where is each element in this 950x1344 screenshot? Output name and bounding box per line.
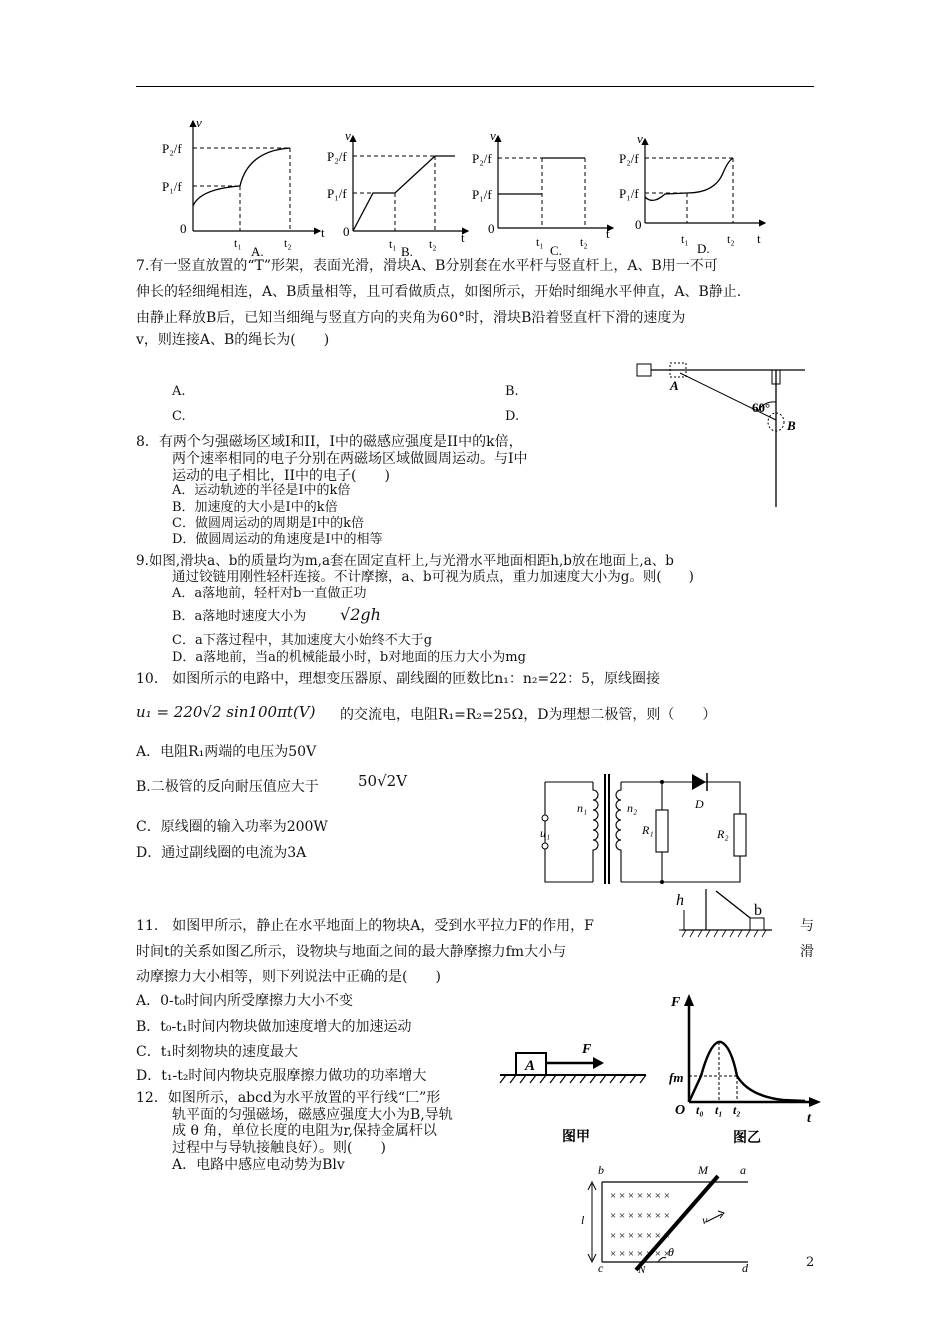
page-number: 2 [806,1255,815,1270]
header-rule [136,86,814,87]
q7-fig-label-b: B [787,418,796,433]
q10-option-b-value: 50√2V [358,772,408,790]
q7-line1: 7.有一竖直放置的“T”形架，表面光滑，滑块A、B分别套在水平杆与竖直杆上，A、B用一不可 [136,258,718,274]
q8-line1: 8．有两个匀强磁场区域I和II，I中的磁感应强度是II中的k倍， [136,434,523,450]
q11-option-d: D．t₁-t₂时间内物块克服摩擦力做功的功率增大 [136,1068,427,1084]
q11-line1: 11. 如图甲所示，静止在水平地面上的物块A，受到水平拉力F的作用，F [136,918,594,934]
q8-option-a: A．运动轨迹的半径是I中的k倍 [172,483,351,498]
vt-graph-c [470,128,620,258]
q12-fig-theta: θ [668,1245,674,1259]
q11-fig-yi-label: 图乙 [733,1131,761,1146]
svg-text:× × × × × × ×: × × × × × × × [610,1190,670,1202]
q12-line3: 成 θ 角，单位长度的电阻为r,保持金属杆以 [172,1123,437,1139]
q12-line2: 轨平面的匀强磁场，磁感应强度大小为B,导轨 [172,1107,453,1123]
graph-c-p1: P₁/f [472,187,492,202]
svg-text:× × × × × × ×: × × × × × × × [610,1248,670,1260]
q11-fig-force-f: F [582,1042,592,1057]
q9-fig-h: h [676,892,684,909]
graph-c-origin: 0 [488,221,495,236]
q10-fig-u1: u₁ [540,826,551,840]
q12-line1: 12．如图所示，abcd为水平放置的平行线“匚”形 [136,1090,441,1106]
q10-fig-n2: n₂ [627,801,638,815]
q8-line3: 运动的电子相比，II中的电子( ) [172,468,390,484]
q12-fig-n: N [638,1264,646,1274]
q8-option-b: B．加速度的大小是I中的k倍 [172,500,338,515]
graph-d-t1: t₁ [681,232,689,246]
q10-formula: u₁ = 220√2 sin100πt(V) [136,703,316,721]
graph-d-label: D. [697,241,710,255]
q8-option-d: D．做圆周运动的角速度是I中的相等 [172,532,383,547]
q11-line2: 时间t的关系如图乙所示，设物块与地面之间的最大静摩擦力fm大小与 [136,944,567,960]
q11-option-b: B．t₀-t₁时间内物块做加速度增大的加速运动 [136,1019,412,1035]
q11-line2-end: 滑 [800,944,814,960]
q8-line2: 两个速率相同的电子分别在两磁场区域做圆周运动。与I中 [172,451,528,467]
graph-a-v: v [196,115,202,130]
graph-a-p2: P₂/f [162,141,182,156]
q11-fig-t0: t₀ [696,1103,704,1117]
q9-line2: 通过铰链用刚性轻杆连接。不计摩擦，a、b可视为质点，重力加速度大小为g。则( ) [172,569,694,585]
q7-line2: 伸长的轻细绳相连，A、B质量相等，且可看做质点，如图所示，开始时细绳水平伸直，A、B静止. [136,284,742,300]
q11-figure-yi [665,990,825,1150]
graph-a-t: t [321,225,325,240]
q12-option-a: A．电路中感应电动势为Blv [172,1157,345,1173]
q10-option-a: A．电阻R₁两端的电压为50V [136,744,317,760]
graph-c-p2: P₂/f [472,151,492,166]
graph-b-label: B. [401,244,413,258]
graph-d-v: v [637,133,643,146]
q10-fig-d: D [695,797,704,811]
q12-fig-m: M [698,1163,708,1177]
q12-rails-figure [580,1162,765,1274]
graph-c-t: t [606,226,610,241]
q10-option-d: D．通过副线圈的电流为3A [136,845,307,861]
graph-a-p1: P₁/f [162,179,182,194]
q7-option-b: B. [505,384,519,399]
q9-option-d: D．a落地前，当a的机械能最小时，b对地面的压力大小为mg [172,650,526,665]
graph-b-p2: P₂/f [327,149,347,164]
q9-option-c: C．a下落过程中，其加速度大小始终不大于g [172,633,433,648]
q9-option-a: A．a落地前，轻杆对b一直做正功 [172,586,367,601]
q10-option-c: C．原线圈的输入功率为200W [136,819,328,835]
q12-fig-l: l [581,1213,585,1227]
q11-option-c: C．t₁时刻物块的速度最大 [136,1044,298,1060]
graph-a-label: A. [251,244,264,258]
q11-fig-jia-label: 图甲 [562,1130,590,1145]
graph-a-t1: t₁ [234,236,242,250]
vt-graph-d [615,133,775,255]
q10-fig-n1: n₁ [577,801,588,815]
svg-text:× × × × × × ×: × × × × × × × [610,1230,670,1242]
q7-line3: 由静止释放B后，已知当细绳与竖直方向的夹角为60°时，滑块B沿着竖直杆下滑的速度为 [136,310,686,326]
q12-fig-a: a [740,1163,746,1177]
q11-fig-axis-t: t [807,1111,811,1126]
graph-b-t1: t₁ [389,237,397,251]
q12-fig-v: v [702,1213,708,1227]
q11-fig-t2: t₂ [733,1103,741,1117]
graph-b-t2: t₂ [429,237,437,251]
q10-circuit-figure [535,762,760,887]
graph-b-v: v [345,128,351,143]
q12-line4: 过程中与导轨接触良好）。则( ) [172,1140,386,1156]
graph-d-p1: P₁/f [619,186,639,201]
q11-fig-t1: t₁ [715,1103,723,1117]
q11-fig-fm: fm [669,1070,684,1085]
graph-c-label: C. [550,243,562,258]
graph-b-p1: P₁/f [327,186,347,201]
graph-d-t2: t₂ [727,232,735,246]
q7-option-c: C. [172,409,186,424]
q9-option-b-formula: √2gh [340,605,381,624]
q12-fig-c: c [598,1261,604,1274]
q7-option-a: A. [172,384,186,399]
q11-option-a: A．0-t₀时间内所受摩擦力大小不变 [136,993,353,1009]
q10-line1: 10. 如图所示的电路中，理想变压器原、副线圈的匝数比n₁：n₂=22：5，原线圈接 [136,671,660,687]
q10-fig-r1: R₁ [642,823,654,837]
q9-line1: 9.如图,滑块a、b的质量均为m,a套在固定直杆上,与光滑水平地面相距h,b放在地面上,a、b [136,553,674,569]
q9-option-b: B．a落地时速度大小为 [172,609,307,624]
q7-fig-label-a: A [670,378,679,393]
graph-a-t2: t₂ [284,236,292,250]
graph-c-t1: t₁ [536,235,544,249]
graph-d-origin: 0 [635,217,642,232]
vt-graph-a [160,113,335,258]
q9-fig-b: b [754,902,762,919]
q7-t-frame-figure [630,355,815,510]
q12-fig-b: b [598,1163,604,1177]
graph-c-v: v [490,128,496,143]
q11-fig-axis-f: F [671,995,681,1010]
q10-option-b: B.二极管的反向耐压值应大于 [136,779,319,795]
q11-fig-block-a: A [525,1058,536,1074]
svg-text:× × × × × × ×: × × × × × × × [610,1210,670,1222]
q7-line4: v，则连接A、B的绳长为( ) [136,332,330,348]
q10-fig-r2: R₂ [717,827,729,841]
q10-line2: 的交流电，电阻R₁=R₂=25Ω，D为理想二极管，则（ ） [340,707,717,723]
q7-fig-angle: 60° [752,400,771,415]
graph-d-p2: P₂/f [619,151,639,166]
graph-a-origin: 0 [180,221,187,236]
graph-b-origin: 0 [343,224,350,239]
q11-line1-end: 与 [800,918,814,934]
q11-line3: 动摩擦力大小相等，则下列说法中正确的是( ) [136,969,441,985]
graph-c-t2: t₂ [580,235,588,249]
q7-option-d: D. [505,409,520,424]
q12-fig-d: d [742,1261,748,1274]
graph-b-t: t [461,230,465,245]
graph-d-t: t [757,231,761,246]
vt-graph-b [325,128,475,258]
q8-option-c: C．做圆周运动的周期是I中的k倍 [172,516,364,531]
q11-fig-origin: O [675,1103,686,1118]
q11-figure-jia [498,1035,658,1150]
q9-rod-figure [672,885,782,945]
